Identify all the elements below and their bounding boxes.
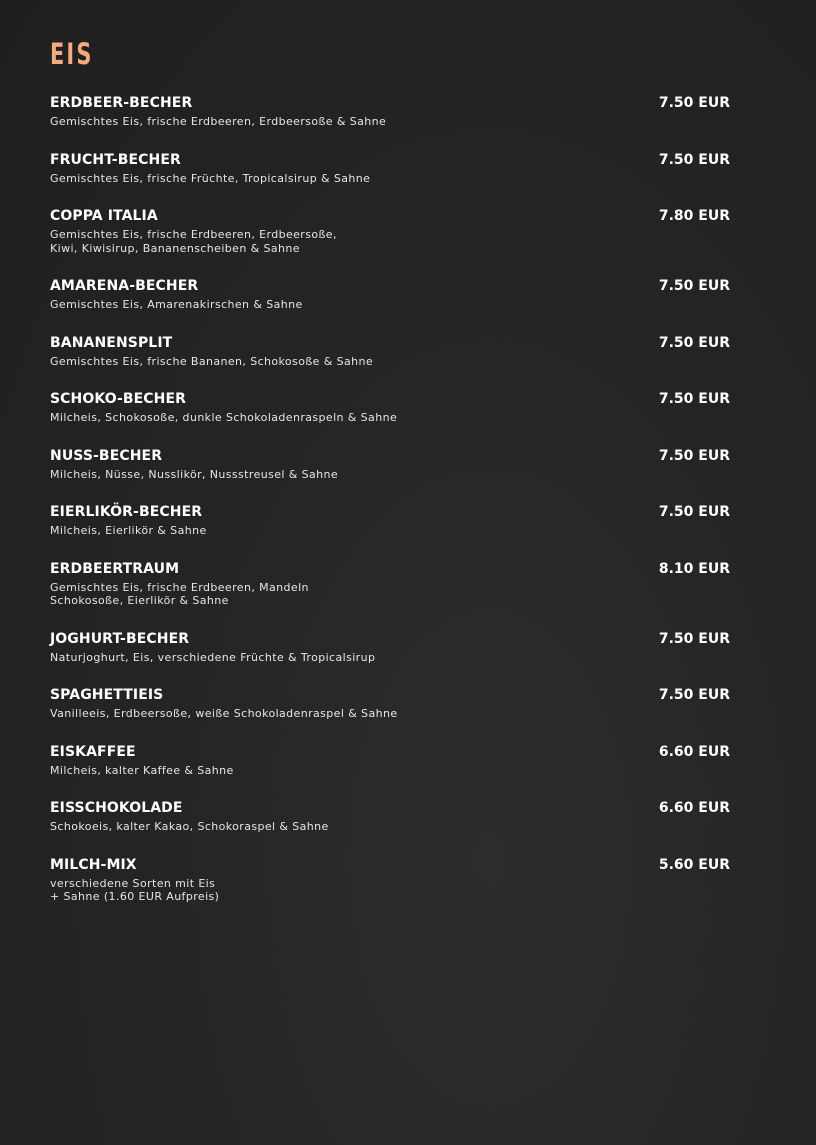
menu-item xyxy=(50,630,730,665)
menu-item xyxy=(50,151,730,186)
menu-item xyxy=(50,560,730,608)
item-description: Gemischtes Eis, frische Erdbeeren, Erdbeersoße & Sahne xyxy=(50,115,387,128)
menu-item-head xyxy=(50,799,730,817)
menu-item xyxy=(50,743,730,778)
menu-item xyxy=(50,856,730,904)
menu-item xyxy=(50,390,730,425)
item-description: Milcheis, Schokosoße, dunkle Schokoladenraspeln & Sahne xyxy=(50,411,398,424)
item-description: Milcheis, Nüsse, Nusslikör, Nussstreusel & Sahne xyxy=(50,467,339,481)
menu-item-head xyxy=(50,743,730,761)
menu-item xyxy=(50,277,730,312)
item-name: SPAGHETTIEIS xyxy=(50,687,164,703)
item-price: 6.60 EUR xyxy=(658,743,730,760)
item-description: Gemischtes Eis, frische Früchte, Tropicalsirup & Sahne xyxy=(50,171,371,185)
menu-item-head xyxy=(50,207,730,225)
menu-item-head xyxy=(50,447,730,465)
item-price: 5.60 EUR xyxy=(658,856,730,873)
item-description: Vanilleeis, Erdbeersoße, weiße Schokoladenraspel & Sahne xyxy=(50,707,398,720)
menu-item-head xyxy=(50,630,730,648)
item-description: Gemischtes Eis, frische Bananen, Schokosoße & Sahne xyxy=(50,354,374,368)
menu-item-head xyxy=(50,151,730,169)
item-name: AMARENA-BECHER xyxy=(50,278,199,294)
item-name: JOGHURT-BECHER xyxy=(50,630,190,647)
item-price: 7.50 EUR xyxy=(658,504,730,520)
item-name: ERDBEERTRAUM xyxy=(50,560,180,577)
item-description: Gemischtes Eis, Amarenakirschen & Sahne xyxy=(50,298,303,311)
item-name: FRUCHT-BECHER xyxy=(50,151,181,168)
item-price: 7.50 EUR xyxy=(658,278,730,294)
item-price: 7.50 EUR xyxy=(658,151,730,168)
item-price: 7.50 EUR xyxy=(658,447,730,464)
menu-item-head xyxy=(50,503,730,521)
menu-item xyxy=(50,94,730,129)
item-price: 7.80 EUR xyxy=(658,208,730,224)
item-price: 6.60 EUR xyxy=(658,800,730,816)
menu-page xyxy=(50,34,730,926)
item-name: EIERLIKÖR-BECHER xyxy=(50,504,203,520)
item-description: Schokoeis, kalter Kakao, Schokoraspel & Sahne xyxy=(50,820,329,833)
item-price: 8.10 EUR xyxy=(658,560,730,577)
item-price: 7.50 EUR xyxy=(658,391,730,407)
menu-item xyxy=(50,799,730,834)
menu-item-head xyxy=(50,334,730,352)
item-description: verschiedene Sorten mit Eis + Sahne (1.60 EUR Aufpreis) xyxy=(50,876,220,903)
menu-item-head xyxy=(50,277,730,295)
item-name: BANANENSPLIT xyxy=(50,334,173,351)
menu-item xyxy=(50,686,730,721)
menu-item xyxy=(50,503,730,538)
item-description: Naturjoghurt, Eis, verschiedene Früchte & Tropicalsirup xyxy=(50,650,376,664)
item-price: 7.50 EUR xyxy=(658,334,730,351)
item-name: SCHOKO-BECHER xyxy=(50,391,187,407)
item-name: ERDBEER-BECHER xyxy=(50,95,193,111)
item-description: Gemischtes Eis, frische Erdbeeren, Erdbeersoße, Kiwi, Kiwisirup, Bananenscheiben & Sahne xyxy=(50,228,337,255)
item-price: 7.50 EUR xyxy=(658,630,730,647)
menu-item-head xyxy=(50,94,730,112)
item-price: 7.50 EUR xyxy=(658,687,730,703)
item-name: MILCH-MIX xyxy=(50,856,137,873)
item-description: Milcheis, kalter Kaffee & Sahne xyxy=(50,763,234,777)
item-description: Milcheis, Eierlikör & Sahne xyxy=(50,524,207,537)
item-name: NUSS-BECHER xyxy=(50,447,163,464)
menu-item-head xyxy=(50,686,730,704)
item-name: EISSCHOKOLADE xyxy=(50,800,183,816)
menu-item-head xyxy=(50,560,730,578)
menu-item xyxy=(50,207,730,255)
item-description: Gemischtes Eis, frische Erdbeeren, Mandeln Schokosoße, Eierlikör & Sahne xyxy=(50,580,309,607)
section-title: EIS xyxy=(50,37,94,71)
item-name: EISKAFFEE xyxy=(50,743,136,760)
menu-item xyxy=(50,334,730,369)
menu-item xyxy=(50,447,730,482)
menu-item-head xyxy=(50,856,730,874)
item-price: 7.50 EUR xyxy=(658,95,730,111)
menu-item-head xyxy=(50,390,730,408)
item-name: COPPA ITALIA xyxy=(50,208,158,224)
